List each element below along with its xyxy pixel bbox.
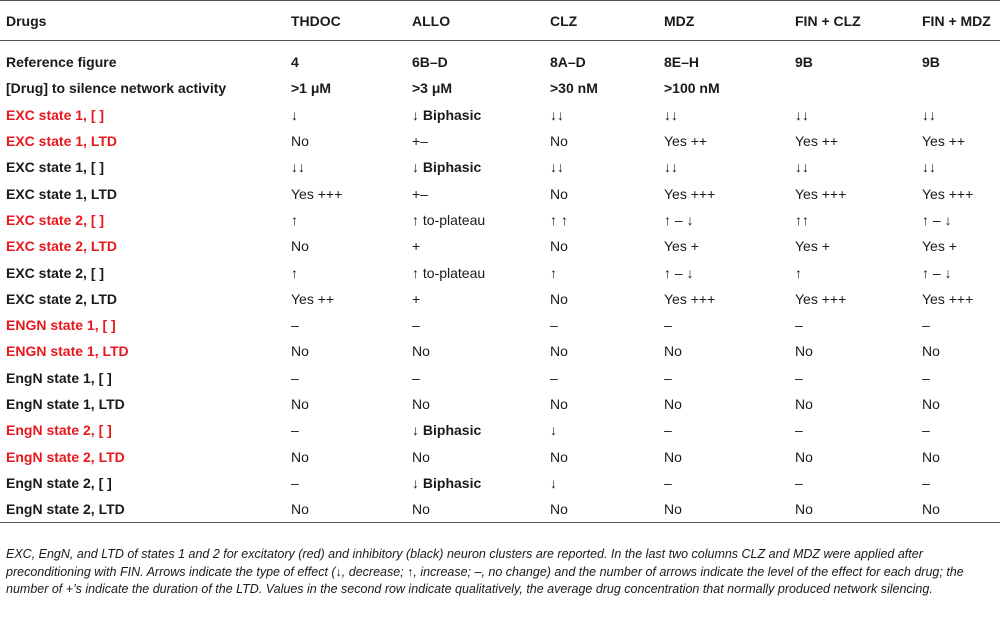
table-cell: ↑ <box>795 264 802 281</box>
table-cell: No <box>291 238 309 255</box>
table-cell: No <box>291 343 309 360</box>
column-header-fin-mdz: FIN + MDZ <box>916 1 1000 41</box>
table-cell: Yes ++ <box>922 133 966 150</box>
table-cell: ↓↓ <box>795 106 809 123</box>
table-cell: ↑ to-plateau <box>412 211 486 228</box>
table-cell: Yes + <box>664 238 699 255</box>
biphasic-label: Biphasic <box>422 422 482 439</box>
table-cell: No <box>550 238 568 255</box>
biphasic-label: Biphasic <box>422 159 482 176</box>
table-cell: – <box>922 317 930 334</box>
table-cell: No <box>795 448 813 465</box>
table-cell: – <box>550 369 558 386</box>
table-cell: No <box>922 396 940 412</box>
table-cell: ↑ <box>291 211 298 228</box>
table-row <box>0 470 1000 496</box>
table-cell: – <box>795 369 803 386</box>
table-cell: Yes +++ <box>922 185 974 202</box>
arrow-glyph: ↓ <box>412 106 423 123</box>
table-cell: +– <box>412 133 428 150</box>
table-cell: No <box>795 396 813 412</box>
table-cell: – <box>922 422 930 439</box>
table-cell <box>406 154 544 180</box>
table-cell: +– <box>412 185 428 202</box>
table-row <box>0 41 1000 76</box>
table-cell: >100 nM <box>664 80 720 97</box>
table-cell: 9B <box>795 54 813 71</box>
column-header-thdoc: THDOC <box>285 1 406 41</box>
table-cell: ↑ – ↓ <box>922 211 952 228</box>
table-cell: No <box>916 496 1000 523</box>
table-cell: – <box>412 369 420 386</box>
table-cell: No <box>291 396 309 412</box>
table-cell: Yes ++ <box>291 290 335 307</box>
table-cell: ↓↓ <box>550 106 564 123</box>
table-cell: ↑ – ↓ <box>922 264 952 281</box>
row-label: EXC state 1, [ ] <box>6 159 105 176</box>
table-cell: No <box>664 396 682 412</box>
table-cell: ↓ <box>550 422 557 439</box>
table-row <box>0 496 1000 523</box>
table-cell: Yes +++ <box>664 290 716 307</box>
table-cell: No <box>795 343 813 360</box>
table-cell: No <box>664 448 682 465</box>
table-row <box>0 417 1000 443</box>
table-cell: >1 μM <box>291 80 332 97</box>
table-cell: – <box>291 422 299 439</box>
table-cell: No <box>550 185 568 202</box>
table-cell: No <box>285 496 406 523</box>
row-label: EngN state 2, [ ] <box>6 474 112 491</box>
table-cell <box>916 75 1000 101</box>
table-cell: No <box>291 448 309 465</box>
table-cell: ↑ ↑ <box>550 211 568 228</box>
row-label: EXC state 2, [ ] <box>6 211 105 228</box>
table-cell: No <box>550 290 568 307</box>
table-cell: No <box>789 496 916 523</box>
table-cell: No <box>550 396 568 412</box>
arrow-glyph: ↓ <box>412 422 423 439</box>
row-label: EXC state 2, [ ] <box>6 264 105 281</box>
table-cell: Yes +++ <box>664 185 716 202</box>
table-cell: – <box>664 474 672 491</box>
table-cell: Yes +++ <box>795 185 847 202</box>
row-label: EngN state 2, LTD <box>6 448 125 465</box>
table-row <box>0 102 1000 128</box>
table-cell: – <box>664 422 672 439</box>
table-cell: + <box>412 290 421 307</box>
table-cell: ↓↓ <box>664 159 678 176</box>
table-cell: – <box>291 369 299 386</box>
row-label: EXC state 1, LTD <box>6 133 117 150</box>
table-cell: ↓↓ <box>922 159 936 176</box>
table-cell: No <box>544 496 658 523</box>
row-label: EXC state 2, LTD <box>6 290 117 307</box>
table-row <box>0 312 1000 338</box>
table-row <box>0 259 1000 285</box>
table-row <box>0 286 1000 312</box>
table-cell: – <box>412 317 420 334</box>
table-row <box>0 180 1000 206</box>
table-cell: No <box>664 343 682 360</box>
table-cell: ↑ <box>291 264 298 281</box>
table-cell: Yes ++ <box>664 133 708 150</box>
arrow-glyph: ↓ <box>412 159 423 176</box>
table-footnote: EXC, EngN, and LTD of states 1 and 2 for excitatory (red) and inhibitory (black) neuron clusters are reported. In the last two columns CLZ and MDZ were applied after preconditioning with FIN. Arrows indicate the type of effect (↓, decrease; ↑, increase; –, no change) and the number of arrows indicate the level of the effect for each drug; the number of +’s indicate the duration of the LTD. Values in the second row indicate qualitatively, the average drug concentration that normally produced network silencing. <box>6 547 964 596</box>
table-cell: ↓↓ <box>795 159 809 176</box>
table-cell: ↓↓ <box>550 159 564 176</box>
table-row <box>0 338 1000 364</box>
row-label: EngN state 1, [ ] <box>6 369 112 386</box>
table-cell: – <box>664 317 672 334</box>
biphasic-label: Biphasic <box>422 106 482 123</box>
table-row <box>0 154 1000 180</box>
table-cell: – <box>795 317 803 334</box>
table-cell <box>406 102 544 128</box>
table-cell: ↑ <box>550 264 557 281</box>
table-cell: No <box>922 343 940 360</box>
table-cell: – <box>922 474 930 491</box>
table-row <box>0 207 1000 233</box>
table-cell <box>406 470 544 496</box>
table-cell: ↑ – ↓ <box>664 264 694 281</box>
table-cell <box>406 417 544 443</box>
column-header-fin-clz: FIN + CLZ <box>789 1 916 41</box>
table-cell: – <box>922 369 930 386</box>
row-label: EngN state 2, [ ] <box>6 422 112 439</box>
row-label: EXC state 2, LTD <box>6 238 117 255</box>
table-cell: – <box>291 474 299 491</box>
table-cell: ↓ <box>550 474 557 491</box>
table-cell: No <box>550 448 568 465</box>
table-cell: No <box>412 396 430 412</box>
table-cell: ↓↓ <box>291 159 305 176</box>
table-cell <box>789 75 916 101</box>
table-cell: + <box>412 238 421 255</box>
row-label: EXC state 1, [ ] <box>6 106 105 123</box>
table-row <box>0 443 1000 469</box>
table-cell: – <box>664 369 672 386</box>
table-cell: 6B–D <box>412 54 448 71</box>
table-cell: – <box>795 474 803 491</box>
table-cell: 8A–D <box>550 54 586 71</box>
table-cell: – <box>550 317 558 334</box>
table-cell: ↓↓ <box>922 106 936 123</box>
table-cell: No <box>291 133 309 150</box>
row-label: EXC state 1, LTD <box>6 185 117 202</box>
row-label: [Drug] to silence network activity <box>6 80 227 97</box>
table-row <box>0 128 1000 154</box>
column-header-mdz: MDZ <box>658 1 789 41</box>
table-cell: Yes +++ <box>922 290 974 307</box>
table-cell: >30 nM <box>550 80 598 97</box>
table-cell: Yes +++ <box>795 290 847 307</box>
row-label: EngN state 2, LTD <box>0 496 285 523</box>
table-cell: 8E–H <box>664 54 700 71</box>
column-header-drugs: Drugs <box>0 1 285 41</box>
column-header-clz: CLZ <box>544 1 658 41</box>
table-cell: ↑ to-plateau <box>412 264 486 281</box>
table-cell: ↑↑ <box>795 211 809 228</box>
table-cell: No <box>922 448 940 465</box>
table-cell: ↓↓ <box>664 106 678 123</box>
table-cell: No <box>406 496 544 523</box>
table-row <box>0 365 1000 391</box>
biphasic-label: Biphasic <box>422 474 482 491</box>
table-cell: Yes ++ <box>795 133 839 150</box>
table-cell: No <box>550 343 568 360</box>
table-header-row <box>0 1 1000 41</box>
row-label: ENGN state 1, [ ] <box>6 317 116 334</box>
table-cell: No <box>658 496 789 523</box>
arrow-glyph: ↓ <box>412 474 423 491</box>
row-label: ENGN state 1, LTD <box>6 343 129 360</box>
table-cell: No <box>550 133 568 150</box>
column-header-allo: ALLO <box>406 1 544 41</box>
table-row <box>0 233 1000 259</box>
table-cell: 4 <box>291 54 299 71</box>
table-cell: No <box>412 448 430 465</box>
table-cell: Yes + <box>795 238 830 255</box>
table-cell: Yes +++ <box>291 185 343 202</box>
table-body <box>0 41 1000 523</box>
table-cell: ↑ – ↓ <box>664 211 694 228</box>
row-label: Reference figure <box>6 54 117 71</box>
table-row <box>0 75 1000 101</box>
table-cell: – <box>795 422 803 439</box>
table-cell: – <box>291 317 299 334</box>
table-cell: >3 μM <box>412 80 453 97</box>
table-cell: ↓ <box>291 106 298 123</box>
table-cell: 9B <box>922 54 940 71</box>
table-cell: No <box>412 343 430 360</box>
table-row <box>0 391 1000 417</box>
table-cell: Yes + <box>922 238 957 255</box>
row-label: EngN state 1, LTD <box>6 396 125 412</box>
